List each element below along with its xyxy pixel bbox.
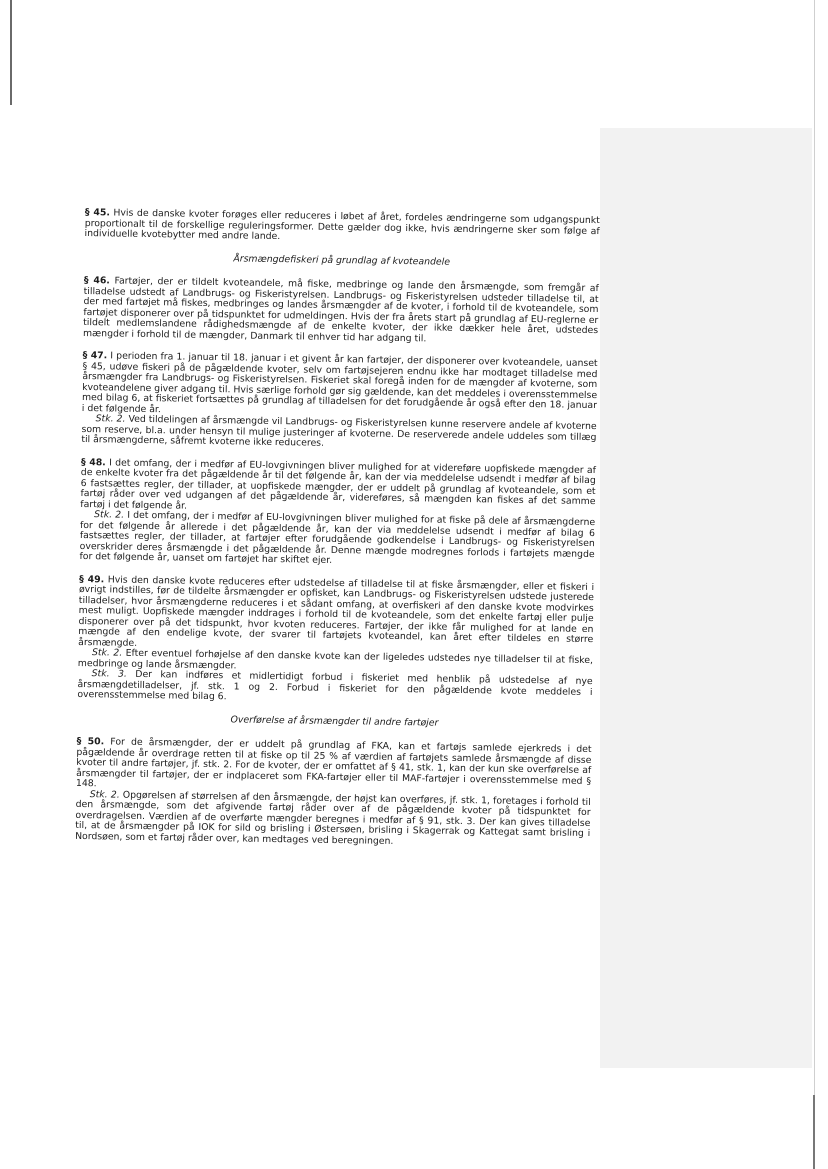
- stk-label: Stk. 2.: [94, 509, 125, 521]
- section-heading-aarsmaengdefiskeri: Årsmængdefiskeri på grundlag af kvoteandele: [233, 252, 451, 268]
- stk-text: Der kan indføres et midlertidigt forbud i fiskeriet med henblik på udstedelse af nye årsmængdetilladelser, jf. stk. 1 og 2. Forbud i fiskeriet for den pågældende kvote meddeles i overensstemmelse med bilag 6.: [77, 668, 593, 703]
- document-page: [75, 208, 600, 862]
- paragraph-text: I det omfang, der i medfør af EU-lovgivningen bliver mulighed for at videreføre uopfiskede mængder af de enkelte kvoter fra det pågældende år til det følgende år, kan der via meddelelse udsendt i medfør af bilag 6 fastsættes regler, der tillader, at uopfiskede mængder, der er uddelt på grundlag af kvoteandele, som et fartøj råder over ved udgangen af det pågældende år, videreføres, så mængden kan fiskes af det samme fartøj i det følgende år.: [80, 456, 597, 512]
- paragraph-number: § 45.: [84, 207, 110, 219]
- paragraph-45: [85, 208, 600, 248]
- scan-edge-left: [10, 0, 12, 105]
- paragraph-number: § 49.: [79, 573, 105, 585]
- paragraph-text: Hvis den danske kvote reduceres efter udstedelse af tilladelse til at fiske årsmængder, eller et fiskeri i øvrigt indstilles, før de tildelte årsmængder er opfisket, kan Landbrugs- og Fiskeristyrelsen udstede justerede tilladelser, hvor årsmængderne reduceres i et sådant omfang, at overfiskeri af den danske kvote modvirkes mest muligt. Uopfiskede mængder inddrages i forhold til de kvoteandele, som det enkelte fartøj eller pulje disponerer over på det tidspunkt, hvor kvoten reduceres. Fartøjer, der ikke får mulighed for at lande en mængde af den endelige kvote, der svarer til fartøjets kvoteandel, kan året efter tildeles en større årsmængde.: [78, 573, 595, 649]
- stk-text: Efter eventuel forhøjelse af den danske kvote kan der ligeledes udstedes nye tilladelser til at fiske, medbringe og lande årsmængder.: [77, 647, 594, 671]
- paragraph-text: For de årsmængder, der er uddelt på grundlag af FKA, kan et fartøjs samlede ejerkreds i det pågældende år overdrage retten til at fiske op til 25 % af værdien af fartøjets samlede årsmængde af disse kvoter til andre fartøjer, jf. stk. 2. For de kvoter, der er omfattet af § 41, stk. 1, kan der kun ske overførelse af årsmængder til fartøjer, der er indplaceret som FKA-fartøjer eller til MAF-fartøjer i overensstemmelse med § 148.: [75, 736, 592, 790]
- paragraph-49: [77, 574, 594, 708]
- paragraph-48: [79, 457, 596, 570]
- paragraph-text: Fartøjer, der er tildelt kvoteandele, må fiske, medbringe og lande den årsmængde, som fremgår af tilladelse udstedt af Landbrugs- og Fiskeristyrelsen. Landbrugs- og Fiskeristyrelsen udsteder tilladelse til, at der med fartøjet må fiskes, medbringes og landes årsmængder af de kvoter, i forhold til de kvoteandele, som fartøjet disponerer over på tidspunktet for udmeldingen. Hvis der fra årets start på grundlag af EU-reglerne er tildelt medlemslandene rådighedsmængde af de enkelte kvoter, der ikke dækker hele året, udstedes mængder i forhold til de mængder, Danmark til enhver tid har adgang til.: [82, 275, 599, 344]
- paragraph-number: § 50.: [76, 735, 105, 748]
- stk-label: Stk. 2.: [91, 647, 123, 659]
- scan-edge-right-dark: [813, 1095, 815, 1169]
- paragraph-number: § 46.: [83, 274, 110, 287]
- stk-label: Stk. 2.: [95, 413, 126, 425]
- paragraph-number: § 47.: [82, 349, 108, 362]
- stk-text: Opgørelsen af størrelsen af den årsmængde, der højst kan overføres, jf. stk. 1, foretages i forhold til den årsmængde, som det afgivende fartøj råder over af de pågældende kvoter på tidspunktet for overdragelsen. Værdien af de overførte mængder beregnes i medfør af § 91, stk. 3. Der kan gives tilladelse til, at de årsmængder på IOK for sild og brisling i Østersøen, brisling i Skagerrak og Kattegat samt brisling i Nordsøen, som et fartøj råder over, kan medtages ved beregningen.: [75, 789, 591, 847]
- paragraph-text: Hvis de danske kvoter forøges eller reduceres i løbet af året, fordeles ændringerne som udgangspunkt proportionalt til de forskellige reguleringsformer. Dette gælder dog ikke, hvis ændringerne sker som følge af individuelle kvotebytter med andre lande.: [84, 207, 600, 243]
- stk-text: Ved tildelingen af årsmængde vil Landbrugs- og Fiskeristyrelsen kunne reservere andele af kvoterne som reserve, bl.a. under hensyn til mulige justeringer af kvoterne. De reserverede andele uddeles som tillæg til årsmængderne, såfremt kvoterne ikke reduceres.: [81, 413, 597, 449]
- paragraph-text: I perioden fra 1. januar til 18. januar i et givent år kan fartøjer, der disponerer over kvoteandele, uanset § 45, udøve fiskeri på de pågældende kvoter, selv om fartøjsejeren endnu ikke har modtaget tilladelse med årsmængder fra Landbrugs- og Fiskeristyrelsen. Fiskeriet skal foregå inden for de mængder af kvoterne, som kvoteandelene giver adgang til. Hvis særlige forhold gør sig gældende, kan det meddeles i overensstemmelse med bilag 6, at fiskeriet fortsættes på grundlag af tilladelsen for det forudgående år også efter den 18. januar i det følgende år.: [81, 350, 598, 415]
- paragraph-number: § 48.: [80, 456, 106, 468]
- scan-edge-right: [814, 0, 815, 1169]
- stk-label: Stk. 3.: [91, 668, 127, 680]
- scan-shadow: [600, 128, 812, 1068]
- paragraph-46: [83, 276, 599, 347]
- section-heading-overfoerelse: Overførelse af årsmængder til andre fartøjer: [230, 713, 439, 729]
- stk-label: Stk. 2.: [89, 788, 120, 801]
- paragraph-47: [81, 351, 597, 454]
- stk-text: I det omfang, der i medfør af EU-lovgivningen bliver mulighed for at fiske på dele af årsmængderne for det følgende år allerede i det pågældende år, kan der via meddelelse udsendt i medfør af bilag 6 fastsættes regler, der tillader, at fartøjer efter forudgående godkendelse i Landbrugs- og Fiskeristyrelsen overskrider deres årsmængde i det pågældende år. Denne mængde modregnes forlods i fartøjets mængde for det følgende år, uanset om fartøjet har skiftet ejer.: [79, 509, 596, 566]
- paragraph-50: [75, 737, 592, 850]
